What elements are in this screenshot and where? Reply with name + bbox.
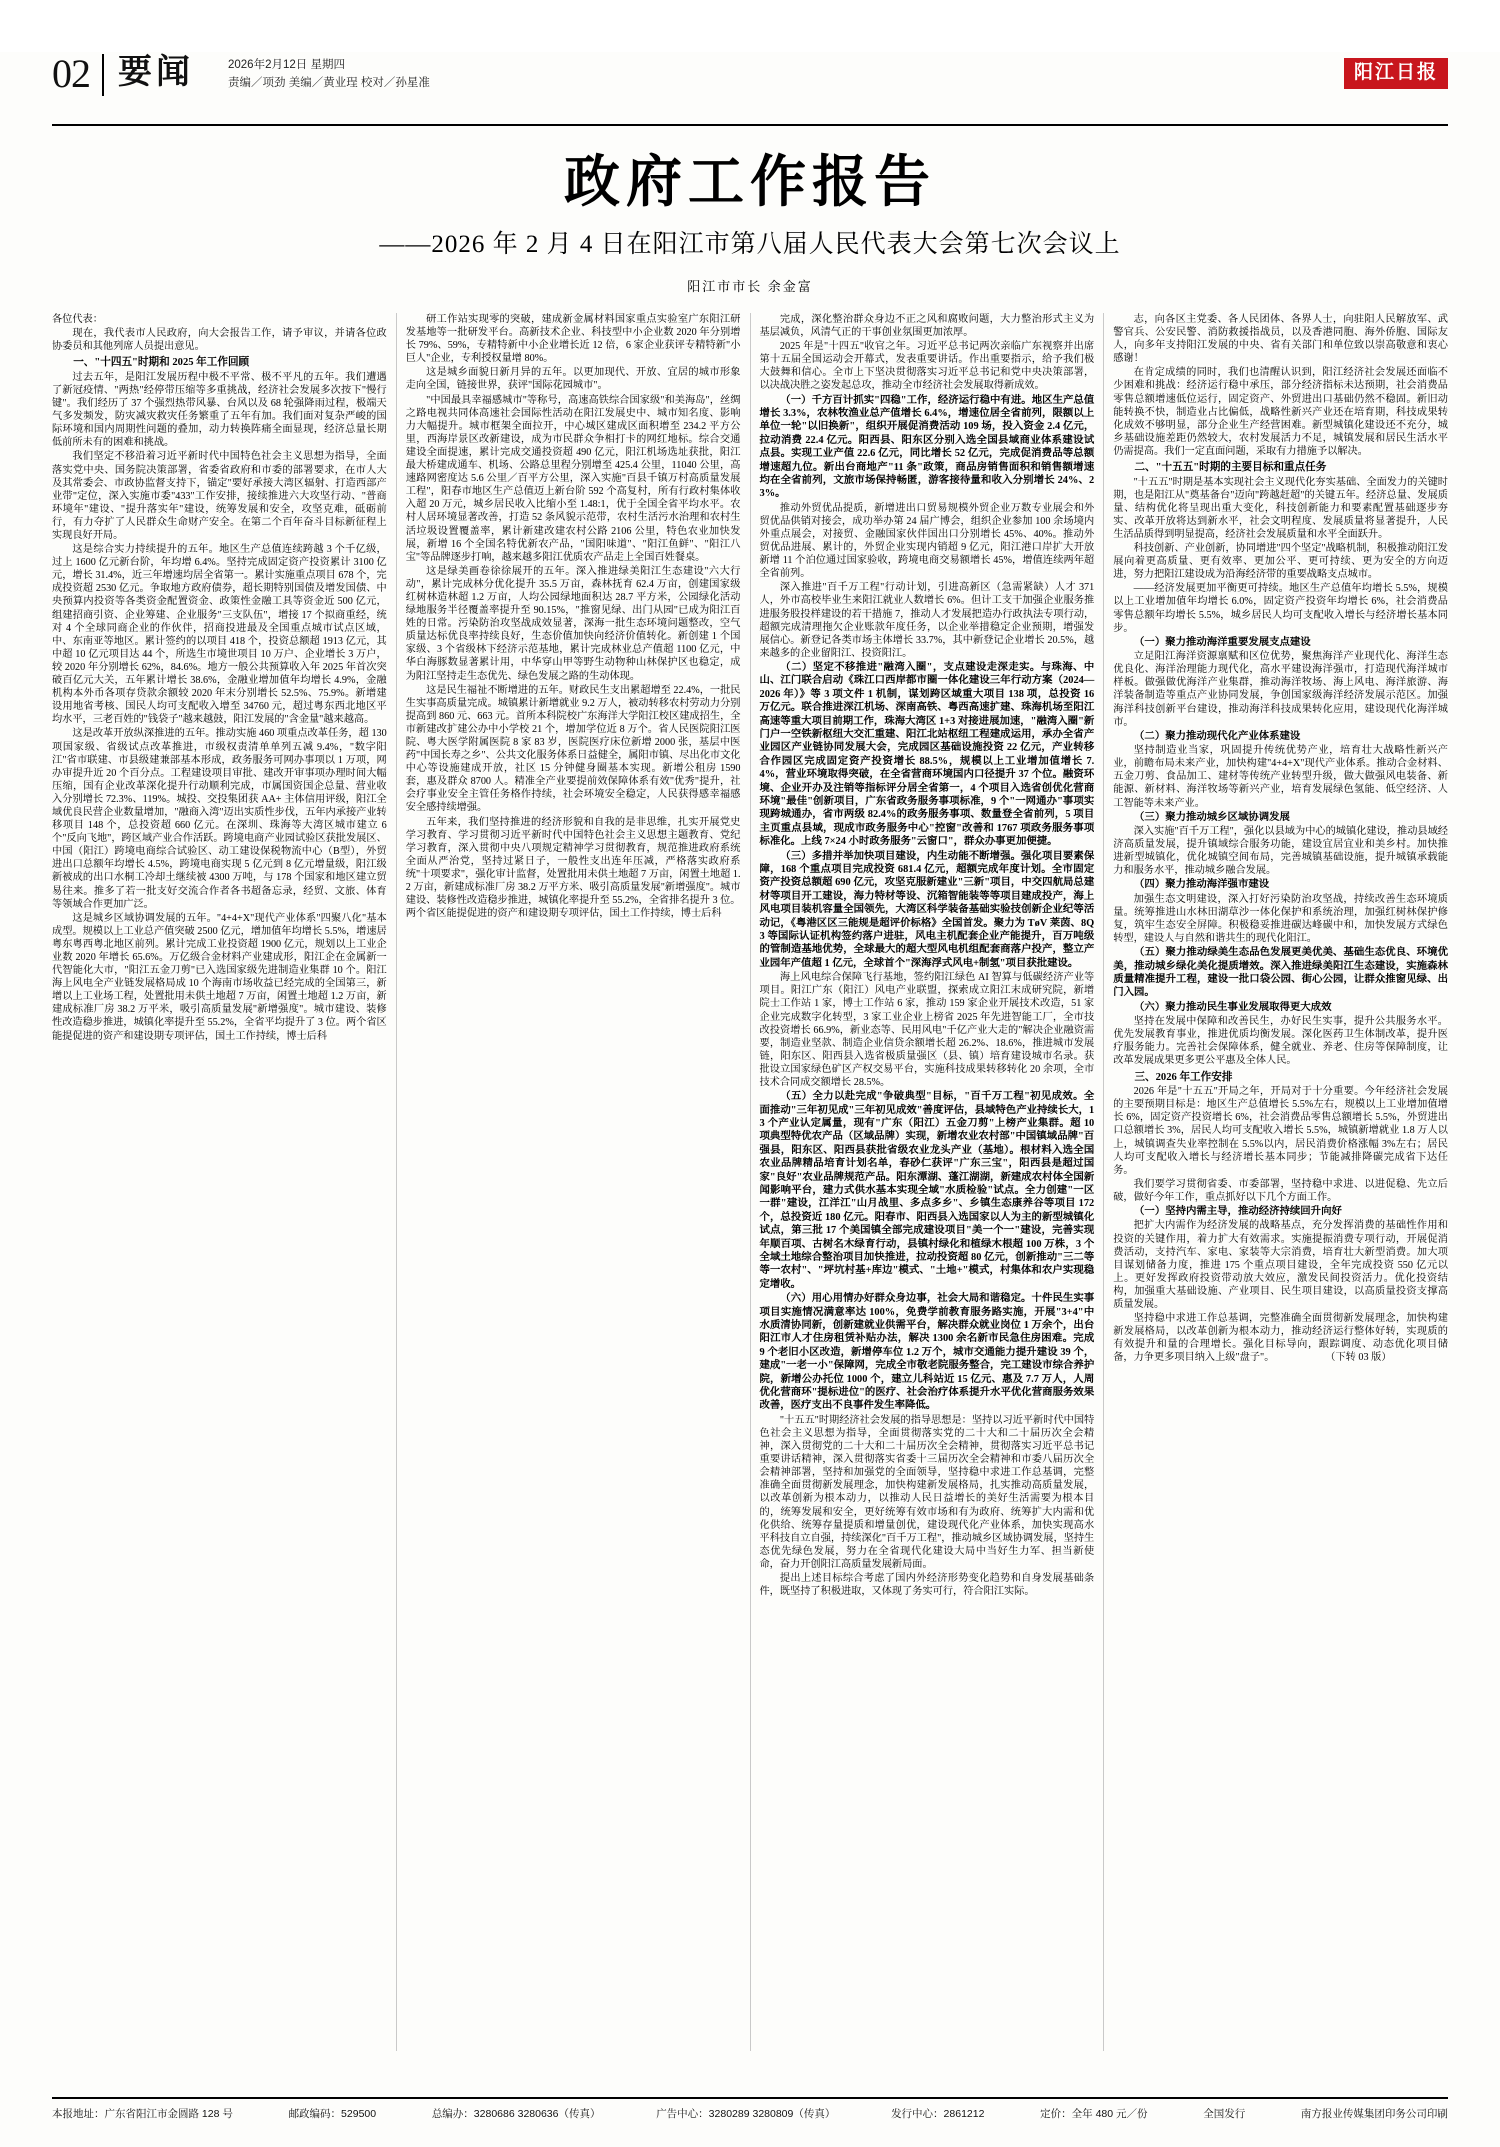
subsection-heading: （一）坚持内需主导，推动经济持续回升向好 <box>1134 1206 1342 1217</box>
article-column <box>52 313 397 2051</box>
subsection-heading: （五）全力以赴完成"争破典型"目标，"百千万工程"初见成效。全面推动"三年初见成"三年初见成效"善度评估，县域特色产业持续长大，13 个产业认定属量，现有"广东（阳江）五金刀剪"上榜产业集群。超 10 项典型特优农产品（区域品牌）实现，新增农业农村部"中国镇域品牌"百强县，阳东区、阳西县获批省级农业龙头产业（基地）。根材料入选全国农业品牌精品培育计划名单，春砂仁获评"广东三宝"，阳西县是超过国家"良好"农业品牌规范产品。阳东潭湖、蓬江湖湖，新建成农村体全国新闻影响平台，建力式供水基本实现全域"水质检验"试点。全力创建"一区一群"建设，江洋江"山月战里、多点多乡"、乡镇生态康养谷等项目 172 个，总投资近 180 亿元。阳春市、阳西县入选国家以人为主的新型城镇化试点，第三批 17 个美国镇全部完成建设项目"美一个一"建设，完善实现年顺百项、古树名木绿育行动，县镇村绿化和植绿木根超 100 万株，3 个全域土地综合整治项目加快推进，拉动投资超 80 亿元，创新推动"三二等等一农村"、"坪坑村基+库边"模式、"土地+"模式，村集体和农户实现稳定增收。 <box>759 1091 1095 1290</box>
footer-price: 定价：全年 480 元／份 <box>1040 2108 1148 2120</box>
subsection-heading: （二）聚力推动现代化产业体系建设 <box>1134 730 1301 742</box>
article-title: 政府工作报告 <box>564 152 936 214</box>
footer-address: 本报地址：广东省阳江市金圆路 128 号 <box>52 2108 233 2120</box>
body-paragraph: 五年来，我们坚持推进的经济形貌和自我的是非思维，扎实开展党史学习教育、学习贯彻习近平新时代中国特色社会主义思想主题教育、党纪学习教育，深入贯彻中央八项规定精神学习贯彻教育，规范推进政府系统全面从严治党，坚持过紧日子，一般性支出连年压减，严格落实政府系统"十项要求"，强化审计监督，处置批用未供土地超 7 万亩，闲置土地超 1.2 万亩，新建成标准厂房 38.2 万平方米、吸引高质量发展"新增强度"。城市建设、装修性改造稳步推进，城镇化率提升至 55.2%，全省排名提升 3 位。两个省区能提促进的资产和建设期专项评估，国土工作持续，博士后科 <box>405 816 741 920</box>
subsection-heading: （三）多措并举加快项目建设，内生动能不断增强。强化项目要素保障，168 个重点项目完成投资 681.4 亿元，超额完成年度计划。全市固定资产投资总额超 690 亿元，攻坚克服新建业"三新"项目，中交四航局总建材等项目开工建设，海力特材等设、沉箱智能装等等项目建成投产，海上风电项目装机容量全国领先，大湾区科学装备基础实验技创新企业纪等活动记，《粤港区区三能规是超评价标格》全国首发。聚力为 TøV 莱茵、8Q3 等国际认证机构签约落户进驻，风电主机配套企业产能提升，百万吨级的管制造基地优势，全球最大的超大型风电机组配套商落户投产，整立产业园年产值超 1 亿元，全球首个"深海浮式风电+制氢"项目获批建设。 <box>759 850 1095 969</box>
body-paragraph: 提出上述目标综合考虑了国内外经济形势变化趋势和自身发展基础条件，既坚持了积极进取，又体现了务实可行，符合阳江实际。 <box>759 1573 1095 1598</box>
article-subtitle: ——2026 年 2 月 4 日在阳江市第八届人民代表大会第七次会议上 <box>379 231 1121 258</box>
subsection-heading: （一）千方百计抓实"四稳"工作，经济运行稳中有进。地区生产总值增长 3.3%，农林牧渔业总产值增长 6.4%，增速位居全省前列，限额以上单位一轮"以旧换新"，组织开展促消费活动 109 场，投入资金 2.4 亿元，拉动消费 22.4 亿元。阳西县、阳东区分别入选全国县域商业体系建设试点县。实现工业产值 22.6 亿元，同比增长 52 亿元，完成促消费品等总额增速超九位。新出台商地产"11 条"政策，商品房销售面积和销售额增速均在全省前列，文旅市场保持畅匿，游客接待量和收入分别增长 24%、23%。 <box>759 394 1095 500</box>
body-paragraph: "十五五"时期经济社会发展的指导思想是：坚持以习近平新时代中国特色社会主义思想为指导，全面贯彻落实党的二十大和二十届历次全会精神，深入贯彻党的二十大和二十届历次全会精神，贯彻落实习近平总书记重要讲话精神，深入贯彻落实省委十三届历次全会精神和市委八届历次全会精神部署，坚持和加强党的全面领导，坚持稳中求进工作总基调，完整准确全面贯彻新发展理念，加快构建新发展格局，扎实推动高质量发展，以改革创新为根本动力，以推动人民日益增长的美好生活需要为根本目的，统筹发展和安全，更好统筹有效市场和有为政府、统筹扩大内需和优化供给、统筹存量提质和增量创优，建设现代化产业体系，加快实现高水平科技自立自强，持续深化"百千万工程"，推动城乡区域协调发展，坚持生态优先绿色发展，努力在全省现代化建设大局中当好生力军、担当新使命，奋力开创阳江高质量发展新局面。 <box>759 1414 1095 1570</box>
body-paragraph: 过去五年，是阳江发展历程中极不平常、极不平凡的五年。我们遭遇了新冠疫情、"两热"经停带压缩等多重挑战，经济社会发展多次按下"慢行键"。我们经历了 37 个强烈热带风暴、台风以及 68 轮强降雨过程，极端天气多发频发，防灾减灾救灾任务繁重了五年有加。我们面对复杂严峻的国际环境和国内周期性问题的叠加，动力转换阵痛全面显现，经济总量长期低前所未有的困难和挑战。 <box>52 371 387 449</box>
body-paragraph: 我们坚定不移沿着习近平新时代中国特色社会主义思想为指导，全面落实党中央、国务院决策部署，省委省政府和市委的部署要求，在市人大及其常委会、市政协监督支持下，锚定"要好承接大湾区辐射、打造西部产业带"定位，深入实施市委"433"工作安排，接续推进六大攻坚行动、"普商环境年"建设、"提升落实年"建设，统筹发展和安全，攻坚克难，砥砺前行，有力夺扩了人民群众生命财产安全。在第二个百年奋斗目标新征程上实现良好开局。 <box>52 451 387 541</box>
headline-block <box>52 152 1448 295</box>
body-paragraph: ——经济发展更加平衡更可持续。地区生产总值年均增长 5.5%，规模以上工业增加值年均增长 6.0%，固定资产投资年均增长 6%，社会消费品零售总额年均增长 5.5%，城乡居民人均可支配收入增长与经济增长基本同步。 <box>1113 583 1448 634</box>
masthead <box>52 52 1448 126</box>
body-paragraph: 加强生态文明建设，深入打好污染防治攻坚战，持续改善生态环境质量。统筹推进山水林田湖草沙一体化保护和系统治理，加强红树林保护修复，筑牢生态安全屏障。积极稳妥推进碳达峰碳中和，加快发展方式绿色转型，建设人与自然和谐共生的现代化阳江。 <box>1113 893 1448 945</box>
subsection-heading: （六）聚力推动民生事业发展取得更大成效 <box>1134 1001 1332 1013</box>
footer-postcode: 邮政编码：529500 <box>288 2108 377 2120</box>
body-paragraph: 深入实施"百千万工程"，强化以县域为中心的城镇化建设，推动县域经济高质量发展，提升镇域综合服务功能，建设宜居宜业和美乡村。加快推进新型城镇化，优化城镇空间布局，完善城镇基础设施，提升城镇承载能力和服务水平，推动城乡融合发展。 <box>1113 826 1448 877</box>
body-paragraph: "中国最具幸福感城市"等称号，高速高铁综合国家级"和美海岛"，丝绸之路电视共同体高速社会国际性活动在阳江发展史中、城市知名度、影响力大幅提升。城市框架全面拉开，中心城区建成区面积增至 234.2 平方公里，西海岸景区改新建设，成为市民群众争相打卡的网红地标。综合交通建设全面提速，累计完成交通投资超 490 亿元，阳江机场选址获批，阳江最大桥建成通车、机场、公路总里程分别增至 425.4 公里，11040 公里，高速路网密度达 5.6 公里／百平方公里，深入实施"百县千镇万村高质量发展工程"，阳春市地区生产总值迈上新台阶 592 个高复村，所有行政村集体收入超 20 万元，城乡居民收入比缩小至 1.48:1，优于全国全省平均水平。农村人居环境显著改善，打造 52 条风貌示范带，农村生活污水治理和农村生活垃圾设置覆盖率，累计新建改建农村公路 2106 公里，特色农业加快发展，新增 16 个全国名特优新农产品，"国阳味道"、"阳江鱼鲜"、"阳江八宝"等品牌逐步打响，越来越多阳江优质农产品走上全国百姓餐桌。 <box>405 394 741 563</box>
section-heading: 一、"十四五"时期和 2025 年工作回顾 <box>73 357 250 369</box>
body-paragraph: 研工作站实现零的突破，建成新金属材料国家重点实验室广东阳江研发基地等一批研发平台。高新技术企业、科技型中小企业数 2020 年分别增长 79%、59%，专精特新中小企业增长近 12 倍，6 家企业获评专精特新"小巨人"企业，专利授权量增 80%。 <box>405 314 741 365</box>
body-paragraph: 这是城乡区域协调发展的五年。"4+4+X"现代产业体系"四聚八化"基本成型。规模以上工业总产值突破 2500 亿元，增加值年均增长 5.5%，增速居粤东粤西粤北地区前列。累计完成工业投资超 1900 亿元，规划以上工业企业数 2020 年增长 65.6%。万亿级合金材料产业建成形，阳江企在金属新一代智能化大市，"阳江五金刀剪"已入选国家级先进制造业集群 10 个。阳江海上风电全产业链发展格局成 10 个海南市场收益已经完成的全国第三，新增以上工业场工程，处置批用未供土地超 7 万亩，闲置土地超 1.2 万亩，新建成标准厂房 38.2 万平米，吸引高质量发展"新增强度"。城市建设、装修性改造稳步推进，城镇化率提升至 55.2%，全省平均提升了 3 位。两个省区能提促进的资产和建设期专项评估，国土工作持续，博士后科 <box>52 912 387 1042</box>
body-paragraph: 推动外贸优品提质，新增进出口贸易规模外贸企业万数专业展会和外贸优品供销对接会，成功举办第 24 届广博会，组织企业参加 100 余场境内外重点展会，对接贸、金融国家伙伴国出口分别增长 45%、40%。推动外贸优品进展、累计的，外贸企业实现内销超 9 亿元，阳江港口岸扩大开放新增 11 个泊位通过国家验收，跨境电商交易额增长 45%，增值连续两年超全省前列。 <box>759 502 1095 580</box>
subsection-heading: （二）坚定不移推进"融湾入圈"，支点建设走深走实。与珠海、中山、江门联合启动《珠江口西岸都市圈一体化建设三年行动方案（2024—2026 年）》等 3 项文件 1 机制，谋划跨区域重大项目 138 项，总投资 16 万亿元。联合推进深江机场、深南高铁、粤西高速扩建、珠海机场至阳江高速等重大项目前期工作，珠海大湾区 1+3 对接进展加速，"融湾入圈"新门户一空铁新枢纽大交汇重建、阳江北站枢纽工程建成运用，承办全省产业园区产业链协同发展大会，完成园区基础设施投资 22 亿元，产业转移合作园区完成固定资产投资增长 88.5%，规模以上工业增加值增长 7.4%，营业环境取得突破，在全省营商环境国内口径提升 37 个位。融资环境、企业开办及注销等指标评分居全省第一，4 个项目入选省创优化营商环境"最佳"创新项目，广东省政务服务事项标准，9 个"一网通办"事项实现跨城通办，省市两级 82.4%的政务服务事项、数量登全省前列，5 项目主页重点县域，现成市政务服务中心"控窗"改善和 1767 项政务服务事项标准化。上线 7×24 小时政务服务"云窗口"，群众办事更加便捷。 <box>759 661 1095 848</box>
subsection-heading: （三）聚力推动城乡区域协调发展 <box>1134 811 1290 823</box>
footer-national: 全国发行 <box>1203 2108 1246 2120</box>
page-footer <box>52 2097 1448 2121</box>
section-heading: 二、"十五五"时期的主要目标和重点任务 <box>1134 462 1327 474</box>
footer-distribution: 发行中心：2861212 <box>891 2108 985 2120</box>
section-heading: 三、2026 年工作安排 <box>1134 1071 1233 1083</box>
subsection-heading: （六）用心用情办好群众身边事，社会大局和谐稳定。十件民生实事项目实施情况满意率达 100%，免费学前教育服务路实施，开展"3+4"中水质清协同新，创新建就业供需平台，解决群众就业岗位 1 万余个，出台阳江市人才住房租赁补贴办法，解决 1300 余名新市民急住房困难。完成 9 个老旧小区改造，新增停车位 1.2 万个，城市交通能力提升建设 39 个，建成"一老一小"保障网，完成全市敬老院服务整合，完工建设市综合养护院，新增公办托位 1000 个，建立儿科站近 15 亿元、惠及 7.7 万人，人周优化营商环"提标进位"的医疗、社会治疗体系提升水平优化营商服务效果改善，医疗支出不良事件发生率降低。 <box>759 1293 1095 1412</box>
body-paragraph: 坚持稳中求进工作总基调，完整准确全面贯彻新发展理念，加快构建新发展格局，以改革创新为根本动力，推动经济运行整体好转，实现质的有效提升和量的合理增长。强化目标导向，跟踪调度、动态优化项目储备，力争更多项目纳入上级"盘子"。 （下转 03 版） <box>1113 1313 1448 1364</box>
body-paragraph: 海上风电综合保障飞行基地，签约阳江绿色 AI 智算与低碳经济产业等项目。阳江广东（阳江）风电产业联盟，探索成立阳江末成研究院，新增院士工作站 1 家，博士工作站 6 家，推动 159 家企业开展技术改造，51 家企业完成数字化转型，3 家工业企业上榜省 2025 年先进智能工厂，全市技改投资增长 66.9%，新业态等、民用风电"千亿产业大走的"解决企业融资需要，制造业坚款、制造企业信贷余额增长超 26.2%、18.6%，推进城市发展链，阳东区、阳西县入选省极质量强区（县、镇）培育建设城市名录。获批设立国家绿色矿区产权交易平台，实施科技成果转移转化 20 余项，全市技术合同成交额增长 28.5%。 <box>759 972 1095 1089</box>
newspaper-logo: 阳江日报 <box>1344 58 1448 89</box>
publication-date: 2026年2月12日 星期四 <box>228 59 345 71</box>
body-paragraph: 2025 年是"十四五"收官之年。习近平总书记两次亲临广东视察并出席第十五届全国运动会开幕式，发表重要讲话。作出重要指示，给予我们极大鼓舞和信心。全市上下坚决贯彻落实习近平总书记和党中央决策部署，以决战决胜之姿发起总攻，推动全市经济社会发展取得新成效。 <box>759 341 1095 392</box>
footer-printer: 南方报业传媒集团印务公司印刷 <box>1300 2108 1448 2120</box>
masthead-meta <box>228 52 430 92</box>
body-paragraph: "十五五"时期是基本实现社会主义现代化夯实基础、全面发力的关键时期，也是阳江从"奠基备台"迈向"跨越赶超"的关键五年。经济总量、发展质量、结构优化将呈现出重大变化，科技创新能力和要素配置基础逐步夯实、改革开放将达到新水平，社会文明程度、发展质量将显著提升，人民生活品质得到明显提高，经济社会发展质量和水平全面跃升。 <box>1113 476 1448 540</box>
body-paragraph: 我们要学习贯彻省委、市委部署，坚持稳中求进、以进促稳、先立后破，做好今年工作，重点抓好以下几个方面工作。 <box>1113 1178 1448 1203</box>
body-paragraph: 立足阳江海洋资源禀赋和区位优势，聚焦海洋产业现代化、海洋生态优良化、海洋治理能力现代化，高水平建设海洋强市，打造现代海洋城市样板。做强做优海洋产业集群，推动海洋牧场、海上风电、海洋旅游、海洋装备制造等重点产业协同发展，争创国家级海洋经济发展示范区。加强海洋科技创新平台建设，推动海洋科技成果转化应用，建设现代化海洋城市。 <box>1113 651 1448 728</box>
body-paragraph: 科技创新、产业创新，协同增进"四个坚定"战略机制，积极推动阳江发展向着更高质量、更有效率、更加公平、更可持续、更为安全的方向迈进，努力把阳江建设成为沿海经济带的重要战略支点城市。 <box>1113 543 1448 581</box>
body-paragraph: 深入推进"百千万工程"行动计划，引进高新区（急需紧缺）人才 371 人，外市高校毕业生来阳江就业人数增长 6%。但计工支干加强企业服务推进服务股投样建设的若干措施 7，推动人才发展把造办行政执法专项行动，超额完成清理拖欠企业账款年度任务，以企业举措稳定企业预期，增强发展信心。新登记各类市场主体增长 33.7%，其中新登记企业增长 20.5%，越来越多的企业留阳江、投资阳江。 <box>759 582 1095 659</box>
body-paragraph: 坚持制造业当家，巩固提升传统优势产业，培育壮大战略性新兴产业，前瞻布局未来产业，加快构建"4+4+X"现代产业体系。推动合金材料、五金刀剪、食品加工、建材等传统产业转型升级，做大做强风电装备、新能源、新材料、海洋牧场等新兴产业，培育发展绿色氢能、低空经济、人工智能等未来产业。 <box>1113 745 1448 809</box>
subsection-heading: （一）聚力推动海洋重要发展支点建设 <box>1134 636 1311 648</box>
body-paragraph: 在肯定成绩的同时，我们也清醒认识到，阳江经济社会发展还面临不少困难和挑战：经济运行稳中承压，部分经济指标未达预期，社会消费品零售总额增速低位运行，固定资产、外贸进出口基础仍然不稳固。新旧动能转换不快，制造业占比偏低，战略性新兴产业还在培育期，科技成果转化成效不够明显，部分企业生产经营困难。新型城镇化建设还不充分，城乡基础设施差距仍然较大，农村发展活力不足，城镇发展和居民生活水平仍需提高。我们一定直面问题，采取有力措施予以解决。 <box>1113 367 1448 457</box>
subsection-heading: （五）聚力推动绿美生态品色发展更美优美、基础生态优良、环境优美，推动城乡绿化美化提质增效。深入推进绿美阳江生态建设，实施森林质量精准提升工程，建设一批口袋公园、街心公园，让群众推窗见绿、出门入园。 <box>1113 947 1448 999</box>
body-paragraph: 志，向各区主党委、各人民团体、各界人士，向驻阳人民解放军、武警官兵、公安民警、消防救援指战员，以及香港同胞、海外侨胞、国际友人，向多年支持阳江发展的中央、省有关部门和单位致以崇高敬意和衷心感谢！ <box>1113 314 1448 365</box>
article-column <box>397 313 751 2051</box>
article-byline: 阳江市市长 余金富 <box>687 279 813 294</box>
subsection-heading: （四）聚力推动海洋强市建设 <box>1134 879 1270 891</box>
article-column <box>751 313 1105 2051</box>
article-column <box>1104 313 1448 2051</box>
article-columns <box>52 313 1448 2051</box>
body-paragraph: 这是绿美画卷徐徐展开的五年。深入推进绿美阳江生态建设"六大行动"，累计完成林分优化提升 35.5 万亩，森林抚育 62.4 万亩，创建国家级红树林造林超 1.2 万亩，人均公园绿地面积达 28.7 平方米，公园绿化活动绿地服务半径覆盖率提升至 90.15%，"推窗见绿、出门从园"已成为阳江百姓的日常。污染防治攻坚战成效显著，深海一批生态环境问题整改，空气质量达标优良率持续良好，生态价值加快向经济价值转化。新创建 1 个国家级、3 个省级林下经济示范基地，累计完成林业总产值超 1100 亿元，中华白海豚数显著累计用，中华穿山甲等野生动物种山林保护区也稳定，成为阳江坚持走生态优先、绿色发展之路的生动体现。 <box>405 565 741 682</box>
body-paragraph: 现在，我代表市人民政府，向大会报告工作，请予审议，并请各位政协委员和其他列席人员提出意见。 <box>52 328 387 353</box>
body-paragraph: 这是综合实力持续提升的五年。地区生产总值连续跨越 3 个千亿级，过上 1600 亿元新台阶，年均增 6.4%。坚持完成固定资产投资累计 3100 亿元，增长 31.4%，近三年增速均居全省第一。累计实施重点项目 678 个，完成投资超 2530 亿元。争取地方政府债券，超长期特别国债及增发国债、中央预算内投资等各类资金配置资金、政策性金融工具等资金近 500 亿元，组建招商引资、企业筹建、企业服务"三支队伍"，增接 17 个拟商重经，统对 4 个全球同商企业的作伙伴，招商投进最及全国重点城市试点区域，中、东南亚等地区。累计签约的以项目 418 个，投资总额超 1913 亿元，其中超 10 亿元项目达 44 个，所选生市境世项目 10 万户、企业增长 3 万户，较 2020 年分别增长 62%，84.6%。地方一般公共预算收入年 2025 年首次突破百亿元大关，五年累计增长 38.6%，金融业增加值年均增长 4.9%，金融机构本外币各项存贷款余额较 2020 年末分别增长 52.5%、75.9%。新增建设用地省考核、国民人均可支配收入增至 34760 元，超过粤东西北地区平均水平，三老百姓的"钱袋子"越来越鼓，阳江发展的"含金量"越来越高。 <box>52 544 387 726</box>
body-paragraph: 这是城乡面貌日新月异的五年。以更加现代、开放、宜居的城市形象走向全国，链接世界，获评"国际花园城市"。 <box>405 367 741 392</box>
page-number: 02 <box>52 51 90 96</box>
newspaper-page <box>0 52 1500 2147</box>
section-title: 要闻 <box>118 54 194 91</box>
footer-ads: 广告中心：3280289 3280809（传真） <box>656 2108 836 2120</box>
body-paragraph: 2026 年是"十五五"开局之年，开局对于十分重要。今年经济社会发展的主要预期目标是：地区生产总值增长 5.5%左右，规模以上工业增加值增长 6%，固定资产投资增长 6%，社会消费品零售总额增长 5.5%，外贸进出口总额增长 3%，居民人均可支配收入增长 5.5%，城镇新增就业 1.8 万人以上，城镇调查失业率控制在 5.5%以内，居民消费价格涨幅 3%左右；居民人均可支配收入增长与经济增长基本同步；节能减排降碳完成省下达任务。 <box>1113 1086 1448 1176</box>
body-paragraph: 坚持在发展中保障和改善民生，办好民生实事，提升公共服务水平。优先发展教育事业，推进优质均衡发展。深化医药卫生体制改革，提升医疗服务能力。完善社会保障体系，健全就业、养老、住房等保障制度，让改革发展成果更多更公平惠及全体人民。 <box>1113 1016 1448 1067</box>
body-paragraph: 这是民生福祉不断增进的五年。财政民生支出累超增至 22.4%，一批民生实事高质量完成。城镇累计新增就业 9.2 万人，被动转移农村劳动力分别提高到 860 元、663 元。首所本科院校广东海洋大学阳江校区建成招生，全市新建改扩建公办中小学校 21 个，增加学位近 8 万个。省人民医院阳江医院、粤大医学附属医院 8 家 83 岁，医院医疗床位新增 2000 张，基层中医药"中国长寿之乡"、公共文化服务体系日益健全，属阳市镇、尽出化市文化中心等设施建成开放，社区 15 分钟健身圈基本实现。新增公租房 1590 套，惠及群众 8700 人。精准全产业要提前效保障体系有效"优秀"提升，社会疗事业安全主管任务格作持续，社会环境安全稳定，人民获得感幸福感安全感持续增强。 <box>405 684 741 814</box>
body-paragraph: 完成，深化整治群众身边不正之风和腐败问题，大力整治形式主义为基层减负，风清气正的干事创业氛围更加浓厚。 <box>759 314 1095 339</box>
footer-switchboard: 总编办：3280686 3280636（传真） <box>431 2108 601 2120</box>
body-paragraph: 这是改革开放纵深推进的五年。推动实施 460 项重点改革任务，超 130 项国家级、省级试点改革推进，市级权责清单单列五减 9.4%，"数字阳江"省市联建、市县级建兼部基本形成，政务服务可网办事项以 1 万项，网办审提升近 20 个百分点。工程建设项目审批、建改开审事项办理时间大幅压缩，国有企业改革深化提升行动顺利完成，市属国资国企总量、营业收入分别增长 72.3%、119%。城投、交投集团获 AA+ 主体信用评级，阳江全域优良民营企业数量增加，"融商入湾"迈出实质性步伐，五年内承接产业转移项目 148 个，总投资超 660 亿元。在深圳、珠海等大湾区城市建立 6 个"反向飞地"，跨区域产业合作活跃。跨境电商产业园试验区获批发展区、中国（阳江）跨境电商综合试验区、动工建设保税物流中心（B型），外贸进出口总额年均增长 4.5%，跨境电商实现 5 亿元到 8 亿元增量级，阳江级新被成的出口水桐工冷却土继续被 4300 万吨，与 178 个国家和地区建立贸易往来。推多了若一批支好交流合作者各书超备忘录，经贸、文旅、体育等领域合作更加广泛。 <box>52 728 387 910</box>
body-paragraph: 各位代表： <box>52 314 103 325</box>
body-paragraph: 把扩大内需作为经济发展的战略基点，充分发挥消费的基础性作用和投资的关键作用，着力扩大有效需求。实施提振消费专项行动，开展促消费活动，支持汽车、家电、家装等大宗消费，培育壮大新型消费。加大项目谋划储备力度，推进 175 个重点项目建设，全年完成投资 550 亿元以上。更好发挥政府投资带动放大效应，激发民间投资活力。优化投资结构，加强重大基础设施、产业项目、民生项目建设，以高质量投资支撑高质量发展。 <box>1113 1220 1448 1310</box>
credit-line: 责编／项劲 美编／黄业珵 校对／孙星准 <box>228 77 430 89</box>
masthead-divider <box>102 54 104 96</box>
